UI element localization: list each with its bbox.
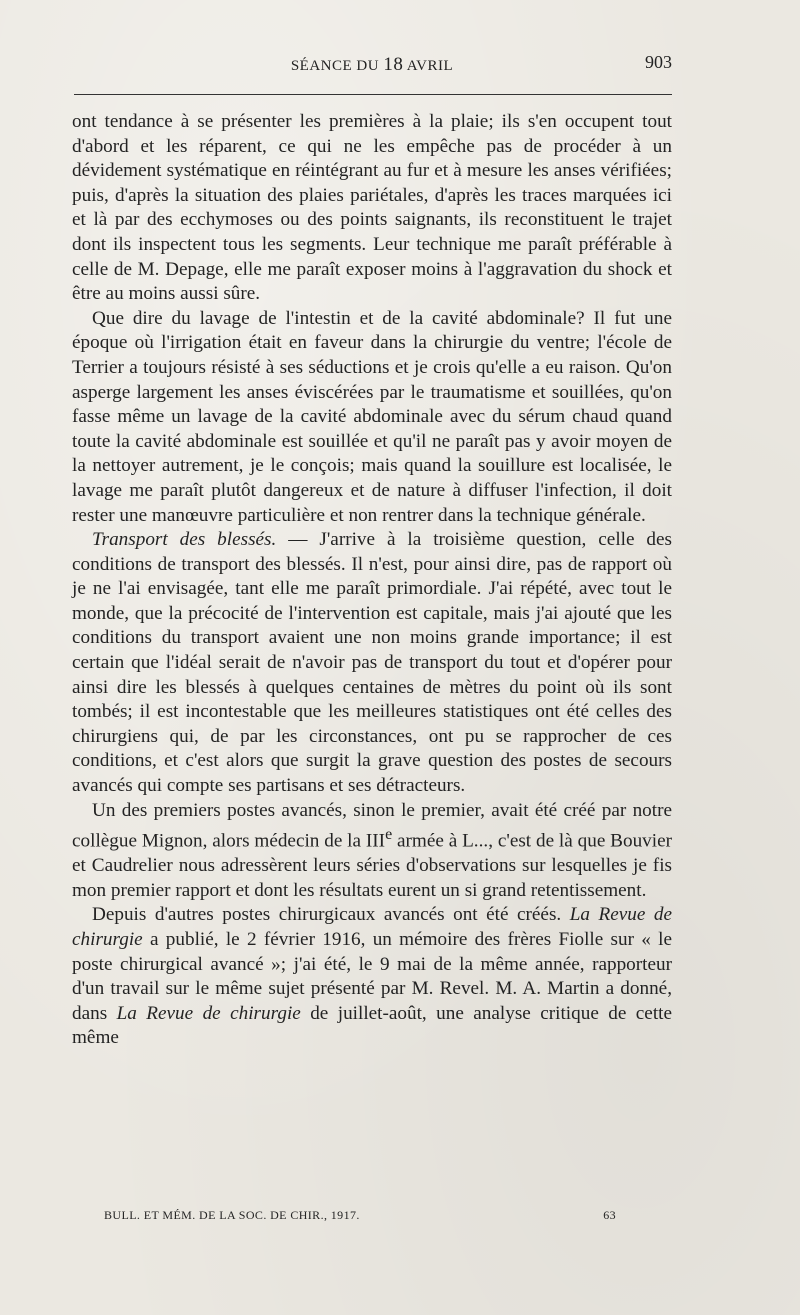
paragraph-postes-text-a: Un des premiers postes avancés, sinon le premier, avait été créé par notre collègue Mignon, alors médecin de la III bbox=[72, 799, 672, 852]
running-title-prefix: SÉANCE DU bbox=[290, 58, 380, 74]
paragraph-continued: ont tendance à se présenter les premières à la plaie; ils s'en occupent tout d'abord et les réparent, ce qui ne les empêche pas de procéder à un dévidement systématique en réintégrant au fur et à mesure les anses vérifiées; puis, d'après la situation des plaies pariétales, d'après les traces marquées ici et là par des ecchymoses ou des points saignants, ils reconstituent le trajet dont ils inspectent tous les segments. Leur technique me paraît préférable à celle de M. Depage, elle me paraît exposer moins à l'aggravation du shock et être au moins aussi sûre. bbox=[72, 111, 672, 305]
footer-citation: BULL. ET MÉM. DE LA SOC. DE CHIR., 1917. bbox=[104, 1208, 360, 1222]
paragraph-transport bbox=[72, 528, 672, 799]
paragraph-depuis-text-c: de juillet-août, une analyse critique de cette même bbox=[72, 1002, 672, 1049]
journal-title-2: La Revue de chirurgie bbox=[116, 1002, 301, 1024]
page-header bbox=[72, 48, 672, 88]
paragraph-depuis bbox=[72, 903, 672, 1051]
paragraph-transport-text: — J'arrive à la troisième question, celle des conditions de transport des blessés. Il n'est, pour ainsi dire, pas de rapport où je ne l'ai envisagée, tant elle me paraît primordiale. J'ai répété, avec tout le monde, que la précocité de l'intervention est capitale, mais j'ai ajouté que les conditions du transport avaient une non moins grande importance; il est certain que l'idéal serait de n'avoir pas de transport du tout et d'opérer pour ainsi dire les blessés à quelques centaines de mètres du point où ils sont tombés; il est incontestable que les meilleures statistiques ont été celles des chirurgiens qui, de par les circonstances, ont pu se rapprocher de ces conditions, et c'est alors que surgit la grave question des postes de secours avancés qui compte ses partisans et ses détracteurs. bbox=[72, 529, 673, 797]
paragraph-depuis-text-a: Depuis d'autres postes chirurgicaux avancés ont été créés. bbox=[92, 904, 570, 926]
paragraph-depuis-text-b: a publié, le 2 février 1916, un mémoire des frères Fiolle sur « le poste chirurgical avancé »; j'ai été, le 9 mai de la même année, rapporteur d'un travail sur le même sujet présenté par M. Revel. M. A. Martin a donné, dans bbox=[72, 928, 672, 1024]
paragraph-postes bbox=[72, 799, 672, 904]
paragraph-lavage: Que dire du lavage de l'intestin et de la cavité abdominale? Il fut une époque où l'irrigation était en faveur dans la chirurgie du ventre; l'école de Terrier a toujours résisté à ses séductions et je crois qu'elle a eu raison. Qu'on asperge largement les anses éviscérées par le traumatisme et souillées, qu'on fasse même un lavage de la cavité abdominale avec du sérum chaud quand toute la cavité abdominale est souillée et qu'il ne paraît pas y avoir moyen de la nettoyer autrement, je le conçois; mais quand la souillure est localisée, le lavage me paraît plutôt dangereux et de nature à diffuser l'infection, il doit rester une manœuvre particulière et non rentrer dans la technique générale. bbox=[72, 307, 672, 526]
page-footer bbox=[104, 1208, 616, 1228]
footer-signature-number: 63 bbox=[603, 1208, 616, 1222]
paragraph-postes-text-b: armée à L..., c'est de là que Bouvier et Caudrelier nous adressèrent leurs séries d'observations sur lesquelles je fis mon premier rapport et dont les résultats eurent un si grand retentissement. bbox=[72, 830, 672, 901]
running-title-day: 18 bbox=[383, 54, 404, 75]
header-rule bbox=[74, 94, 672, 95]
superscript-e: e bbox=[385, 826, 393, 844]
page-number: 903 bbox=[645, 52, 672, 72]
running-title-month: AVRIL bbox=[406, 58, 454, 74]
running-title bbox=[72, 54, 672, 76]
section-heading-transport: Transport des blessés. bbox=[92, 529, 277, 551]
journal-title-1: La Revue de chirurgie bbox=[72, 904, 673, 950]
body-text bbox=[72, 110, 672, 1051]
